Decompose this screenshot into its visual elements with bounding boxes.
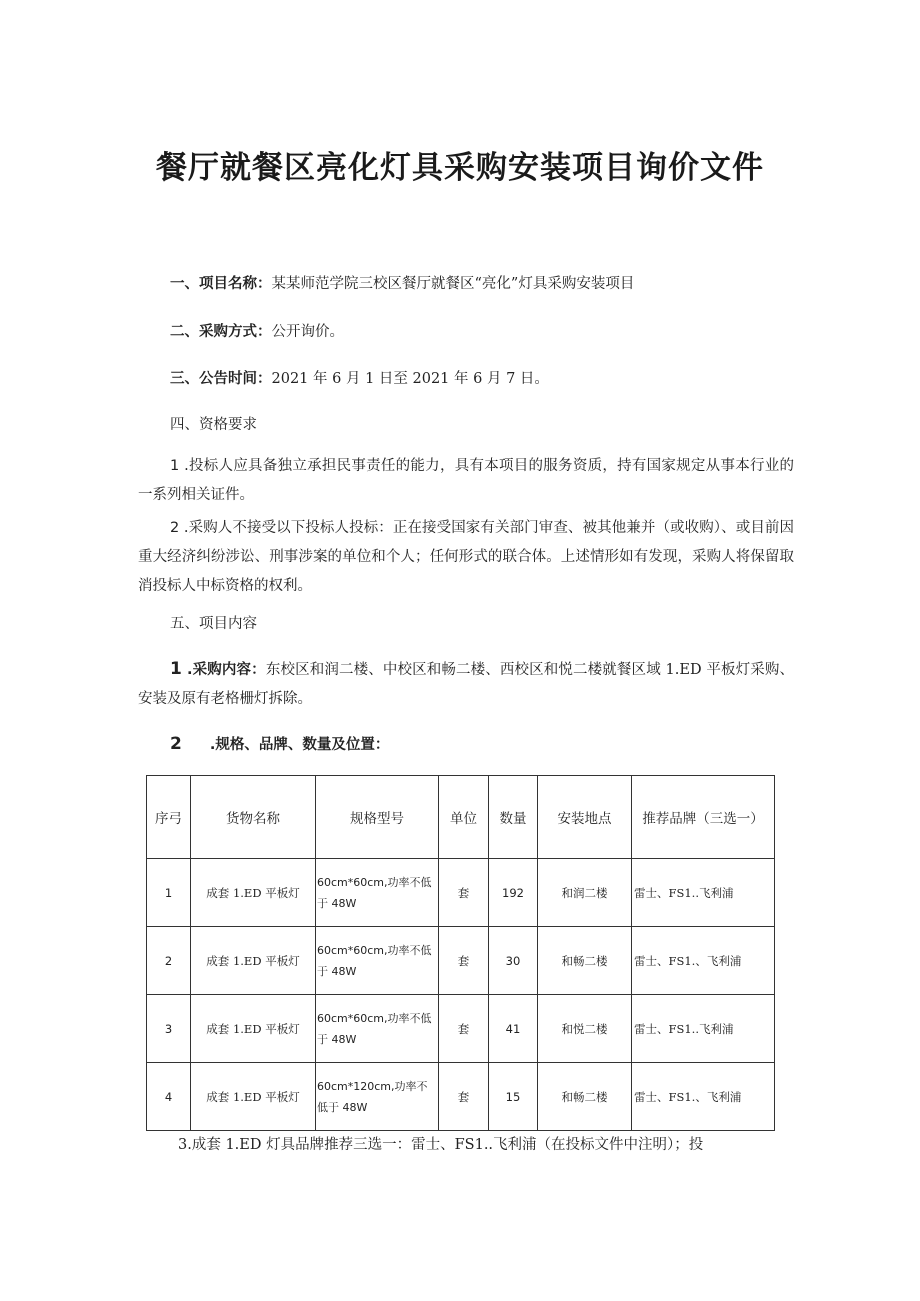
- item-text: .采购人不接受以下投标人投标：正在接受国家有关部门审查、被其他兼并（或收购）、或目前因重大经济纠纷涉讼、刑事涉案的单位和个人；任何形式的联合体。上述情形如有发现，采购人将保留取消投标人中标资格的权利。: [138, 520, 794, 594]
- cell-name: 成套 1.ED 平板灯: [191, 927, 316, 995]
- cell-no: 2: [147, 927, 191, 995]
- header-model: 规格型号: [316, 776, 439, 859]
- header-brand: 推荐品牌（三选一）: [632, 776, 775, 859]
- item-number: 1: [170, 458, 180, 474]
- table-header-row: [147, 776, 775, 859]
- project-content-item-2: [170, 733, 389, 756]
- cell-unit: 套: [439, 1063, 489, 1131]
- section-project-name: [170, 273, 634, 295]
- header-location: 安装地点: [538, 776, 632, 859]
- cell-location: 和畅二楼: [538, 1063, 632, 1131]
- cell-name: 成套 1.ED 平板灯: [191, 995, 316, 1063]
- table-row: [147, 927, 775, 995]
- cell-qty: 192: [489, 859, 538, 927]
- header-name: 货物名称: [191, 776, 316, 859]
- item-number: 2: [170, 734, 182, 754]
- item-label: .规格、品牌、数量及位置：: [209, 737, 390, 753]
- item-text: 东校区和润二楼、中校区和畅二楼、西校区和悦二楼就餐区域 1.ED 平板灯采购、安装及原有老格栅灯拆除。: [138, 662, 794, 707]
- cell-brand: 雷士、FS1.、飞利浦: [632, 927, 775, 995]
- table-row: [147, 1063, 775, 1131]
- cell-unit: 套: [439, 995, 489, 1063]
- brand-recommendation-note: 3.成套 1.ED 灯具品牌推荐三选一：雷士、FS1..飞利浦（在投标文件中注明）；投: [178, 1137, 704, 1153]
- cell-unit: 套: [439, 927, 489, 995]
- section-value: 某某师范学院三校区餐厅就餐区“亮化”灯具采购安装项目: [271, 276, 635, 292]
- cell-location: 和畅二楼: [538, 927, 632, 995]
- document-title: 餐厅就餐区亮化灯具采购安装项目询价文件: [156, 150, 764, 186]
- section-value: 2021 年 6 月 1 日至 2021 年 6 月 7 日。: [271, 371, 549, 387]
- cell-model: 60cm*120cm,功率不低于 48W: [316, 1063, 439, 1131]
- section-value: 公开询价。: [271, 324, 344, 340]
- item-label: .采购内容：: [181, 662, 266, 678]
- table-row: [147, 859, 775, 927]
- qualification-item-1: [138, 452, 794, 510]
- header-unit: 单位: [439, 776, 489, 859]
- cell-brand: 雷士、FS1..飞利浦: [632, 995, 775, 1063]
- cell-brand: 雷士、FS1..飞利浦: [632, 859, 775, 927]
- item-number: 2: [170, 520, 180, 536]
- section-label: 二、采购方式：: [170, 324, 272, 340]
- cell-qty: 30: [489, 927, 538, 995]
- cell-name: 成套 1.ED 平板灯: [191, 859, 316, 927]
- cell-qty: 15: [489, 1063, 538, 1131]
- cell-brand: 雷士、FS1.、飞利浦: [632, 1063, 775, 1131]
- project-content-item-1: [138, 655, 794, 714]
- qualification-item-2: [138, 514, 794, 601]
- cell-no: 3: [147, 995, 191, 1063]
- cell-model: 60cm*60cm,功率不低于 48W: [316, 859, 439, 927]
- cell-qty: 41: [489, 995, 538, 1063]
- cell-no: 4: [147, 1063, 191, 1131]
- table-row: [147, 995, 775, 1063]
- cell-unit: 套: [439, 859, 489, 927]
- section-procurement-method: [170, 321, 344, 343]
- section-announcement-time: [170, 368, 549, 390]
- item-number: 1: [170, 659, 182, 679]
- cell-model: 60cm*60cm,功率不低于 48W: [316, 995, 439, 1063]
- section-label: 一、项目名称：: [170, 276, 272, 292]
- section-qualification-heading: 四、资格要求: [170, 417, 257, 433]
- cell-location: 和润二楼: [538, 859, 632, 927]
- cell-name: 成套 1.ED 平板灯: [191, 1063, 316, 1131]
- cell-model: 60cm*60cm,功率不低于 48W: [316, 927, 439, 995]
- header-no: 序弓: [147, 776, 191, 859]
- header-qty: 数量: [489, 776, 538, 859]
- section-project-content-heading: 五、项目内容: [170, 616, 257, 632]
- item-text: .投标人应具备独立承担民事责任的能力，具有本项目的服务资质，持有国家规定从事本行业的一系列相关证件。: [138, 458, 794, 503]
- section-label: 三、公告时间：: [170, 371, 272, 387]
- cell-no: 1: [147, 859, 191, 927]
- spec-table: [146, 775, 775, 1131]
- cell-location: 和悦二楼: [538, 995, 632, 1063]
